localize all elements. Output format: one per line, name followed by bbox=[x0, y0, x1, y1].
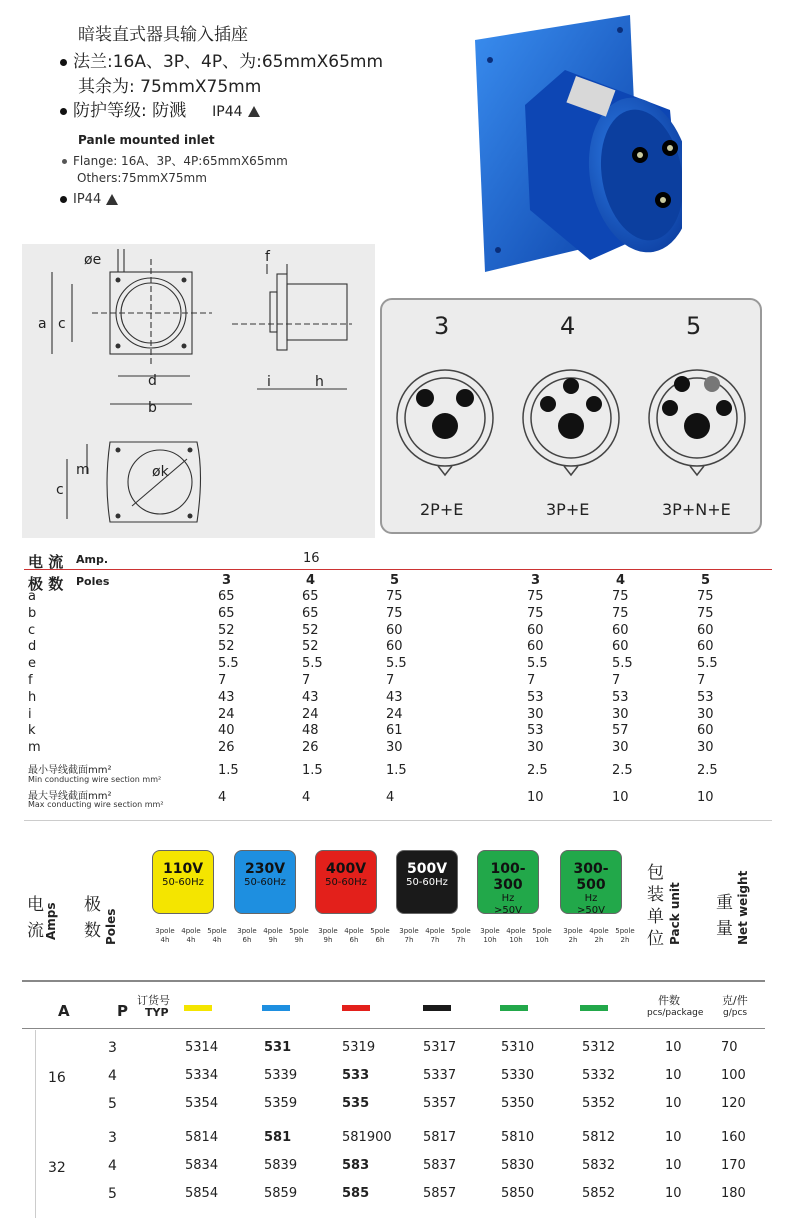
spec-row-key: f bbox=[28, 673, 33, 688]
poles-cn: 极 数 bbox=[28, 575, 64, 593]
pole-rating: 4pole 7h bbox=[425, 927, 445, 944]
divider bbox=[22, 1028, 765, 1029]
spec-row-key: a bbox=[28, 589, 36, 604]
spec-cell: 5.5 bbox=[612, 656, 633, 672]
typ-cn: 订货号 bbox=[137, 994, 170, 1007]
spec-cell: 53 bbox=[612, 689, 629, 705]
divider bbox=[35, 1030, 36, 1218]
weight-value: 100 bbox=[721, 1068, 746, 1083]
spec-cell: 75 bbox=[612, 605, 629, 621]
amps-en: Amps bbox=[44, 902, 58, 940]
order-code: 5850 bbox=[501, 1186, 535, 1201]
spec-cell: 30 bbox=[612, 706, 629, 722]
pole-value: 3 bbox=[108, 1130, 117, 1146]
pack-en-2: pcs/package bbox=[647, 1008, 704, 1018]
spec-cell: 65 bbox=[218, 589, 235, 604]
spec-cell: 60 bbox=[386, 622, 403, 638]
spec-cell: 7 bbox=[697, 673, 706, 688]
voltage-value: 400V bbox=[325, 861, 367, 877]
dim-h: h bbox=[315, 374, 324, 390]
spec-pole-header: 4 bbox=[616, 573, 626, 588]
order-code: 5857 bbox=[423, 1186, 457, 1201]
pole-rating: 5pole 7h bbox=[451, 927, 471, 944]
min-value: 2.5 bbox=[612, 763, 633, 778]
typ-en: TYP bbox=[145, 1006, 169, 1019]
voltage-frequency: 50-60Hz bbox=[325, 877, 367, 888]
spec-pole-header: 5 bbox=[390, 573, 400, 588]
color-swatch bbox=[580, 1005, 608, 1011]
pole-rating: 3pole 10h bbox=[480, 927, 500, 944]
voltage-box bbox=[234, 850, 296, 914]
spec-cell: 52 bbox=[302, 622, 319, 638]
min-value: 1.5 bbox=[386, 763, 407, 778]
pole-rating: 3pole 7h bbox=[399, 927, 419, 944]
pole-rating: 4pole 9h bbox=[263, 927, 283, 944]
col-p: P bbox=[117, 1002, 128, 1020]
spec-cell: 7 bbox=[218, 673, 227, 688]
weight-value: 170 bbox=[721, 1158, 746, 1173]
en-others: Others:75mmX75mm bbox=[77, 171, 207, 185]
spec-cell: 60 bbox=[697, 723, 714, 739]
spec-cell: 43 bbox=[302, 689, 319, 705]
pole-rating: 4pole 6h bbox=[344, 927, 364, 944]
pole-num-4: 4 bbox=[560, 312, 576, 340]
min-value: 2.5 bbox=[697, 763, 718, 778]
spec-cell: 65 bbox=[218, 605, 235, 621]
max-value: 4 bbox=[218, 790, 227, 805]
pole-rating: 3pole 2h bbox=[563, 927, 583, 944]
spec-cell: 75 bbox=[697, 605, 714, 621]
max-en: Max conducting wire section mm² bbox=[28, 800, 164, 809]
voltage-box bbox=[152, 850, 214, 914]
spec-row-key: h bbox=[28, 689, 37, 705]
pole-value: 5 bbox=[108, 1186, 117, 1202]
voltage-frequency: 50-60Hz bbox=[244, 877, 286, 888]
spec-cell: 7 bbox=[612, 673, 621, 688]
en-flange bbox=[62, 152, 288, 169]
order-code: 5317 bbox=[423, 1040, 457, 1055]
order-code: 5334 bbox=[185, 1068, 219, 1083]
pole-value: 3 bbox=[108, 1040, 117, 1056]
voltage-box bbox=[315, 850, 377, 914]
bullet-icon bbox=[62, 159, 67, 164]
order-code: 5352 bbox=[582, 1096, 616, 1111]
voltage-frequency: 50-60Hz bbox=[162, 877, 204, 888]
ip-cn: IP44 bbox=[212, 104, 243, 120]
spec-cell: 60 bbox=[527, 622, 544, 638]
spec-cell: 43 bbox=[386, 689, 403, 705]
bullet-icon bbox=[60, 59, 67, 66]
pole-label-3: 2P+E bbox=[420, 500, 464, 519]
order-code: 531 bbox=[264, 1040, 292, 1055]
order-code: 581 bbox=[264, 1130, 292, 1145]
spec-cell: 60 bbox=[612, 639, 629, 655]
voltage-value: 230V bbox=[244, 861, 286, 877]
spec-cell: 75 bbox=[697, 589, 714, 604]
dim-e: øe bbox=[84, 252, 102, 268]
order-code: 5339 bbox=[264, 1068, 298, 1083]
pole-num-5: 5 bbox=[686, 312, 702, 340]
max-value: 4 bbox=[386, 790, 395, 805]
weight-value: 180 bbox=[721, 1186, 746, 1201]
divider bbox=[24, 569, 772, 570]
voltage-box bbox=[560, 850, 622, 914]
spec-cell: 53 bbox=[527, 723, 544, 739]
poles-en: Poles bbox=[76, 575, 110, 588]
dim-c: c bbox=[58, 316, 66, 332]
voltage-value: 100-300 bbox=[490, 861, 526, 893]
spec-cell: 52 bbox=[218, 622, 235, 638]
wt-en: g/pcs bbox=[723, 1008, 748, 1018]
voltage-value: 300-500 bbox=[573, 861, 609, 893]
spec-cell: 7 bbox=[527, 673, 536, 688]
min-value: 2.5 bbox=[527, 763, 548, 778]
bullet-icon bbox=[60, 108, 67, 115]
min-value: 1.5 bbox=[302, 763, 323, 778]
spec-cell: 75 bbox=[386, 589, 403, 604]
order-code: 5832 bbox=[582, 1158, 616, 1173]
product-photo bbox=[470, 10, 682, 278]
voltage-value: 110V bbox=[162, 861, 204, 877]
order-code: 5830 bbox=[501, 1158, 535, 1173]
spec-cell: 60 bbox=[697, 622, 714, 638]
voltage-value: 500V bbox=[406, 861, 448, 877]
spec-cell: 7 bbox=[386, 673, 395, 688]
spec-cell: 48 bbox=[302, 723, 319, 739]
spec-cell: 30 bbox=[697, 706, 714, 722]
order-code: 5312 bbox=[582, 1040, 616, 1055]
pole-rating: 3pole 9h bbox=[318, 927, 338, 944]
en-title: Panle mounted inlet bbox=[78, 133, 215, 147]
spec-cell: 65 bbox=[302, 605, 319, 621]
spec-cell: 5.5 bbox=[302, 656, 323, 672]
spec-row-key: m bbox=[28, 740, 41, 756]
spec-row-key: c bbox=[28, 622, 36, 638]
spec-cell: 75 bbox=[612, 589, 629, 604]
spec-cell: 40 bbox=[218, 723, 235, 739]
dim-a: a bbox=[38, 316, 47, 332]
amps-cn: 电 流 bbox=[27, 895, 44, 941]
max-value: 10 bbox=[527, 790, 544, 805]
spec-cell: 60 bbox=[386, 639, 403, 655]
col-a: A bbox=[58, 1002, 70, 1020]
order-code: 5314 bbox=[185, 1040, 219, 1055]
spec-cell: 24 bbox=[386, 706, 403, 722]
spec-cell: 5.5 bbox=[527, 656, 548, 672]
pole-rating: 5pole 10h bbox=[532, 927, 552, 944]
order-code: 5357 bbox=[423, 1096, 457, 1111]
flange-cn-text: 法兰:16A、3P、4P、为:65mmX65mm bbox=[73, 52, 384, 72]
spec-cell: 30 bbox=[697, 740, 714, 756]
min-value: 1.5 bbox=[218, 763, 239, 778]
order-code: 5810 bbox=[501, 1130, 535, 1145]
weight-value: 70 bbox=[721, 1040, 738, 1055]
order-code: 583 bbox=[342, 1158, 370, 1173]
flange-cn bbox=[60, 47, 383, 72]
spec-cell: 43 bbox=[218, 689, 235, 705]
amp-cn: 电 流 bbox=[28, 553, 64, 571]
order-code: 5330 bbox=[501, 1068, 535, 1083]
pole-rating: 5pole 6h bbox=[370, 927, 390, 944]
max-value: 4 bbox=[302, 790, 311, 805]
voltage-box bbox=[396, 850, 458, 914]
pack-value: 10 bbox=[665, 1186, 682, 1201]
color-swatch bbox=[342, 1005, 370, 1011]
technical-drawing bbox=[22, 244, 375, 538]
spec-cell: 30 bbox=[527, 706, 544, 722]
dim-c2: c bbox=[56, 482, 64, 498]
spec-cell: 7 bbox=[302, 673, 311, 688]
amp-value: 16 bbox=[303, 551, 320, 566]
pole-value: 4 bbox=[108, 1158, 117, 1174]
pack-value: 10 bbox=[665, 1130, 682, 1145]
spec-cell: 26 bbox=[302, 740, 319, 756]
pack-value: 10 bbox=[665, 1096, 682, 1111]
order-code: 533 bbox=[342, 1068, 370, 1083]
spec-cell: 30 bbox=[527, 740, 544, 756]
pole-rating: 4pole 10h bbox=[506, 927, 526, 944]
spec-row-key: e bbox=[28, 656, 36, 672]
voltage-frequency: Hz >50V bbox=[577, 893, 605, 916]
pack-value: 10 bbox=[665, 1068, 682, 1083]
en-flange-text: Flange: 16A、3P、4P:65mmX65mm bbox=[73, 154, 288, 168]
pole-value: 5 bbox=[108, 1096, 117, 1112]
pole-label-5: 3P+N+E bbox=[662, 500, 731, 519]
color-swatch bbox=[500, 1005, 528, 1011]
amp-en: Amp. bbox=[76, 553, 109, 566]
spec-row-key: i bbox=[28, 706, 32, 722]
spec-cell: 60 bbox=[697, 639, 714, 655]
order-code: 5852 bbox=[582, 1186, 616, 1201]
spec-pole-header: 3 bbox=[222, 573, 232, 588]
pack-cn-2: 件数 bbox=[658, 994, 680, 1007]
color-swatch bbox=[184, 1005, 212, 1011]
warning-icon bbox=[248, 106, 260, 117]
pole-rating: 4pole 4h bbox=[181, 927, 201, 944]
voltage-frequency: Hz >50V bbox=[494, 893, 522, 916]
spec-cell: 60 bbox=[527, 639, 544, 655]
spec-cell: 53 bbox=[527, 689, 544, 705]
dim-i: i bbox=[267, 374, 271, 390]
en-ip-text: IP44 bbox=[73, 192, 102, 207]
spec-cell: 5.5 bbox=[386, 656, 407, 672]
order-code: 5834 bbox=[185, 1158, 219, 1173]
divider bbox=[24, 820, 772, 821]
amp-value: 32 bbox=[48, 1160, 66, 1176]
order-code: 535 bbox=[342, 1096, 370, 1111]
pole-num-3: 3 bbox=[434, 312, 450, 340]
order-code: 5817 bbox=[423, 1130, 457, 1145]
spec-cell: 75 bbox=[527, 589, 544, 604]
spec-cell: 75 bbox=[386, 605, 403, 621]
pole-rating: 5pole 9h bbox=[289, 927, 309, 944]
color-swatch bbox=[423, 1005, 451, 1011]
weight-value: 120 bbox=[721, 1096, 746, 1111]
max-value: 10 bbox=[612, 790, 629, 805]
en-ip bbox=[60, 192, 118, 207]
pack-value: 10 bbox=[665, 1040, 682, 1055]
order-code: 5837 bbox=[423, 1158, 457, 1173]
pack-en: Pack unit bbox=[668, 882, 682, 945]
spec-cell: 30 bbox=[386, 740, 403, 756]
others-cn: 其余为: 75mmX75mm bbox=[78, 77, 262, 97]
pack-value: 10 bbox=[665, 1158, 682, 1173]
spec-pole-header: 4 bbox=[306, 573, 316, 588]
protect-cn bbox=[60, 96, 260, 121]
order-code: 5310 bbox=[501, 1040, 535, 1055]
spec-row-key: b bbox=[28, 605, 37, 621]
amp-value: 16 bbox=[48, 1070, 66, 1086]
spec-cell: 52 bbox=[302, 639, 319, 655]
divider bbox=[22, 980, 765, 982]
spec-cell: 5.5 bbox=[697, 656, 718, 672]
dim-b: b bbox=[148, 400, 157, 416]
dim-k: øk bbox=[152, 464, 169, 480]
order-code: 5859 bbox=[264, 1186, 298, 1201]
spec-pole-header: 5 bbox=[701, 573, 711, 588]
weight-cn: 重 量 bbox=[716, 893, 733, 939]
voltage-box bbox=[477, 850, 539, 914]
warning-icon bbox=[106, 194, 118, 205]
poles-en-2: Poles bbox=[104, 908, 118, 945]
poles-cn-2: 极 数 bbox=[84, 895, 101, 941]
title-cn: 暗装直式器具输入插座 bbox=[78, 25, 248, 45]
poles-panel bbox=[380, 298, 762, 534]
pole-label-4: 3P+E bbox=[546, 500, 590, 519]
spec-cell: 75 bbox=[527, 605, 544, 621]
voltage-frequency: 50-60Hz bbox=[406, 877, 448, 888]
spec-cell: 30 bbox=[612, 740, 629, 756]
spec-cell: 57 bbox=[612, 723, 629, 739]
spec-cell: 24 bbox=[218, 706, 235, 722]
order-code: 5854 bbox=[185, 1186, 219, 1201]
spec-cell: 53 bbox=[697, 689, 714, 705]
spec-cell: 24 bbox=[302, 706, 319, 722]
spec-cell: 26 bbox=[218, 740, 235, 756]
pole-value: 4 bbox=[108, 1068, 117, 1084]
color-swatch bbox=[262, 1005, 290, 1011]
spec-cell: 52 bbox=[218, 639, 235, 655]
pole-rating: 3pole 4h bbox=[155, 927, 175, 944]
spec-cell: 60 bbox=[612, 622, 629, 638]
bullet-icon bbox=[60, 196, 67, 203]
pole-rating: 5pole 2h bbox=[615, 927, 635, 944]
dim-m: m bbox=[76, 462, 90, 478]
min-cn: 最小导线截面mm² bbox=[28, 765, 112, 776]
order-code: 5814 bbox=[185, 1130, 219, 1145]
min-en: Min conducting wire section mm² bbox=[28, 775, 162, 784]
pack-cn: 包 装 单 位 bbox=[647, 863, 664, 949]
pole-rating: 5pole 4h bbox=[207, 927, 227, 944]
dim-f: f bbox=[265, 249, 270, 265]
dim-d: d bbox=[148, 373, 157, 389]
pole-rating: 3pole 6h bbox=[237, 927, 257, 944]
order-code: 5319 bbox=[342, 1040, 376, 1055]
pole-rating: 4pole 2h bbox=[589, 927, 609, 944]
spec-cell: 61 bbox=[386, 723, 403, 739]
order-code: 5337 bbox=[423, 1068, 457, 1083]
max-cn: 最大导线截面mm² bbox=[28, 791, 112, 802]
order-code: 5812 bbox=[582, 1130, 616, 1145]
order-code: 581900 bbox=[342, 1130, 392, 1145]
weight-en: Net weight bbox=[736, 870, 750, 945]
spec-row-key: k bbox=[28, 723, 36, 739]
order-code: 5332 bbox=[582, 1068, 616, 1083]
spec-row-key: d bbox=[28, 639, 37, 655]
order-code: 5839 bbox=[264, 1158, 298, 1173]
order-code: 5350 bbox=[501, 1096, 535, 1111]
order-code: 585 bbox=[342, 1186, 370, 1201]
wt-cn: 克/件 bbox=[722, 994, 748, 1007]
weight-value: 160 bbox=[721, 1130, 746, 1145]
spec-cell: 5.5 bbox=[218, 656, 239, 672]
spec-pole-header: 3 bbox=[531, 573, 541, 588]
max-value: 10 bbox=[697, 790, 714, 805]
order-code: 5359 bbox=[264, 1096, 298, 1111]
spec-cell: 65 bbox=[302, 589, 319, 604]
order-code: 5354 bbox=[185, 1096, 219, 1111]
protect-cn-text: 防护等级: 防溅 bbox=[73, 101, 187, 121]
